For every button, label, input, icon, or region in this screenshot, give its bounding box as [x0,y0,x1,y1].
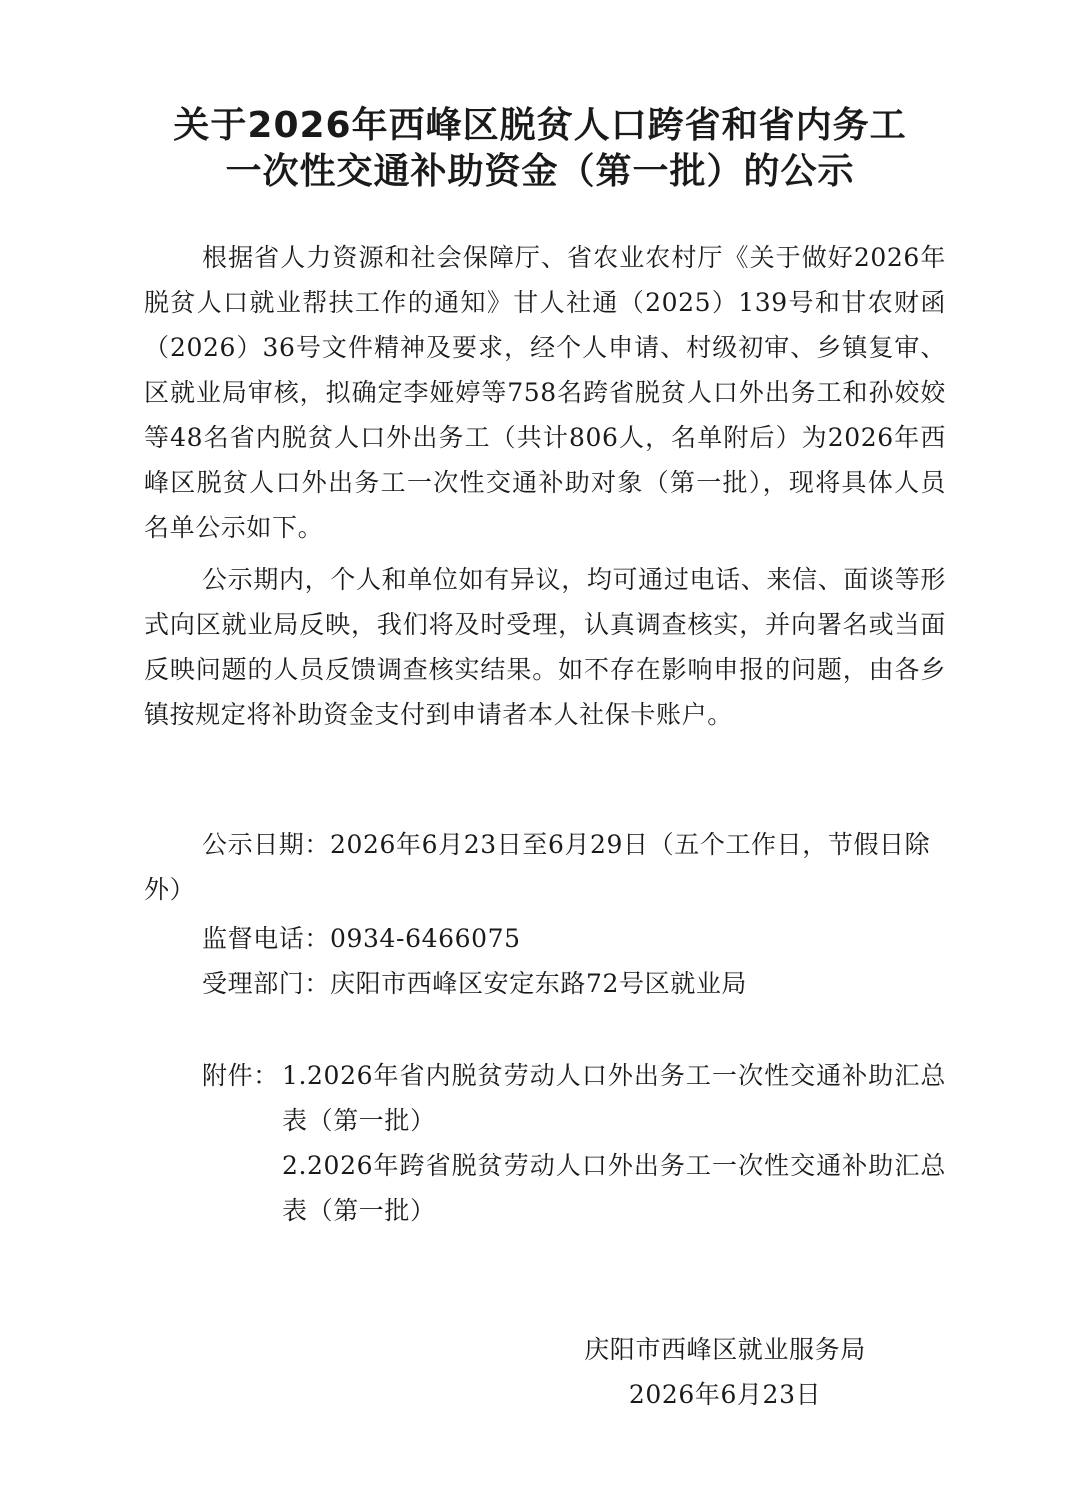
attachment-item-2: 2.2026年跨省脱贫劳动人口外出务工一次性交通补助汇总表（第一批） [282,1151,946,1225]
attachment-item-1: 1.2026年省内脱贫劳动人口外出务工一次性交通补助汇总表（第一批） [282,1061,946,1135]
body-paragraph-2: 公示期内，个人和单位如有异议，均可通过电话、来信、面谈等形式向区就业局反映，我们将及时受理，认真调查核实，并向署名或当面反映问题的人员反馈调查核实结果。如不存在影响申报的问题，由各乡镇按规定将补助资金支付到申请者本人社保卡账户。 [144,565,946,729]
signer-date: 2026年6月23日 [628,1380,822,1409]
body-paragraph-1: 根据省人力资源和社会保障厅、省农业农村厅《关于做好2026年脱贫人口就业帮扶工作的通知》甘人社通（2025）139号和甘农财函（2026）36号文件精神及要求，经个人申请、村级初审、乡镇复审、区就业局审核，拟确定李娅婷等758名跨省脱贫人口外出务工和孙姣姣等48名省内脱贫人口外出务工（共计806人，名单附后）为2026年西峰区脱贫人口外出务工一次性交通补助对象（第一批），现将具体人员名单公示如下。 [144,243,946,542]
handling-department: 受理部门：庆阳市西峰区安定东路72号区就业局 [202,969,748,998]
supervision-phone: 监督电话：0934-6466075 [202,924,521,953]
publicity-date: 公示日期：2026年6月23日至6月29日（五个工作日，节假日除外） [144,830,931,904]
document-title-line-1: 关于2026年西峰区脱贫人口跨省和省内务工 [173,105,907,146]
document-title-line-2: 一次性交通补助资金（第一批）的公示 [225,151,855,192]
attachments-label: 附件： [202,1061,279,1090]
signer-organization: 庆阳市西峰区就业服务局 [584,1335,866,1364]
